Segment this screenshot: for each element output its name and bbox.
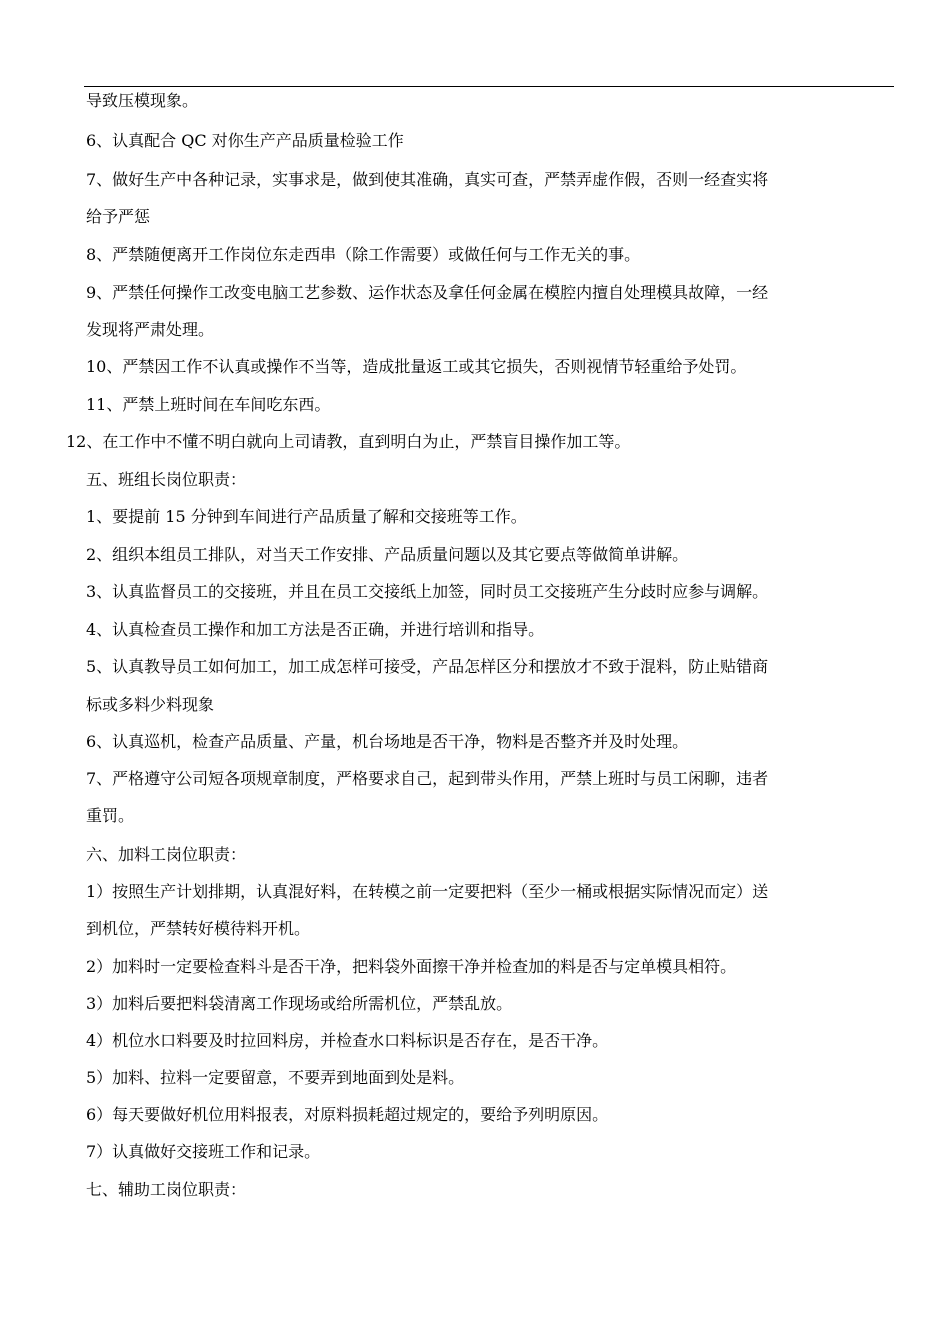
text-line: 给予严惩	[86, 207, 151, 226]
text-line: 到机位，严禁转好模待料开机。	[86, 919, 311, 938]
section-heading: 五、班组长岗位职责：	[86, 470, 247, 489]
text-line: 1、要提前 15 分钟到车间进行产品质量了解和交接班等工作。	[86, 507, 527, 526]
section-heading: 七、辅助工岗位职责：	[86, 1180, 247, 1199]
text-line: 8、严禁随便离开工作岗位东走西串（除工作需要）或做任何与工作无关的事。	[86, 245, 641, 264]
text-line: 4、认真检查员工操作和加工方法是否正确，并进行培训和指导。	[86, 620, 545, 639]
text-line: 7、严格遵守公司短各项规章制度，严格要求自己，起到带头作用，严禁上班时与员工闲聊，违者	[86, 769, 769, 788]
text-line: 发现将严肃处理。	[86, 320, 215, 339]
text-line: 12、在工作中不懂不明白就向上司请教，直到明白为止，严禁盲目操作加工等。	[66, 432, 631, 451]
text-line: 6、认真配合 QC 对你生产产品质量检验工作	[86, 131, 404, 150]
text-line: 6、认真巡机，检查产品质量、产量，机台场地是否干净，物料是否整齐并及时处理。	[86, 732, 689, 751]
text-line: 5、认真教导员工如何加工，加工成怎样可接受，产品怎样区分和摆放才不致于混料，防止贴错商	[86, 657, 769, 676]
text-line: 3、认真监督员工的交接班，并且在员工交接纸上加签，同时员工交接班产生分歧时应参与调解。	[86, 582, 769, 601]
text-line: 9、严禁任何操作工改变电脑工艺参数、运作状态及拿任何金属在模腔内擅自处理模具故障，一经	[86, 283, 769, 302]
text-line: 3）加料后要把料袋清离工作现场或给所需机位，严禁乱放。	[86, 994, 513, 1013]
text-line: 标或多料少料现象	[86, 695, 215, 714]
text-line: 2、组织本组员工排队，对当天工作安排、产品质量问题以及其它要点等做简单讲解。	[86, 545, 689, 564]
text-line: 5）加料、拉料一定要留意，不要弄到地面到处是料。	[86, 1068, 465, 1087]
text-line: 7、做好生产中各种记录，实事求是，做到使其准确，真实可查，严禁弄虚作假，否则一经查实将	[86, 170, 769, 189]
text-line: 4）机位水口料要及时拉回料房，并检查水口料标识是否存在，是否干净。	[86, 1031, 609, 1050]
text-line: 重罚。	[86, 806, 135, 825]
section-heading: 六、加料工岗位职责：	[86, 845, 247, 864]
text-line: 导致压模现象。	[86, 91, 199, 110]
text-line: 11、严禁上班时间在车间吃东西。	[86, 395, 331, 414]
header-rule	[84, 86, 894, 87]
text-line: 6）每天要做好机位用料报表，对原料损耗超过规定的，要给予列明原因。	[86, 1105, 609, 1124]
text-line: 7）认真做好交接班工作和记录。	[86, 1142, 321, 1161]
text-line: 10、严禁因工作不认真或操作不当等，造成批量返工或其它损失，否则视情节轻重给予处罚。	[86, 357, 747, 376]
text-line: 2）加料时一定要检查料斗是否干净，把料袋外面擦干净并检查加的料是否与定单模具相符。	[86, 957, 737, 976]
text-line: 1）按照生产计划排期，认真混好料，在转模之前一定要把料（至少一桶或根据实际情况而定）送	[86, 882, 769, 901]
